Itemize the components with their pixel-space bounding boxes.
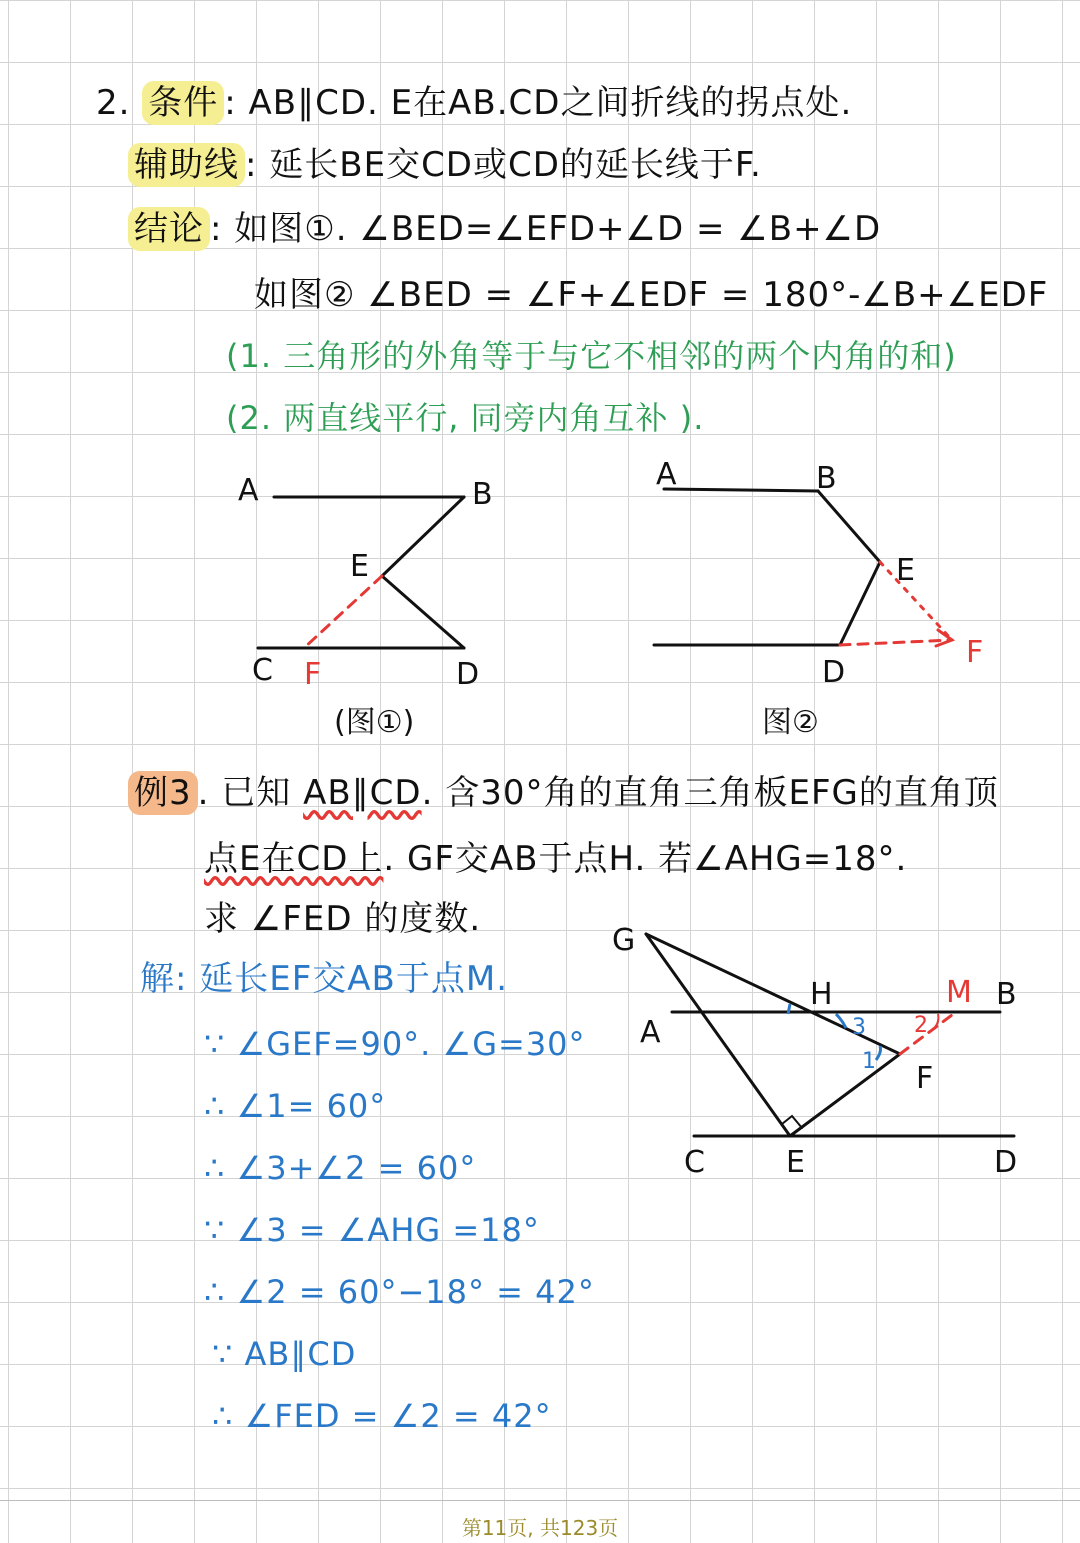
fig2-label-a: A bbox=[656, 457, 677, 492]
fig3-tick-h bbox=[788, 1004, 790, 1014]
fig3-line-fm-dashed bbox=[900, 1012, 956, 1054]
solution-step-4: ∵ ∠3 = ∠AHG =18° bbox=[204, 1211, 540, 1249]
fig3-label-a: A bbox=[640, 1015, 661, 1050]
fig1-label-e: E bbox=[350, 549, 369, 584]
solution-step-2: ∴ ∠1= 60° bbox=[204, 1087, 387, 1125]
example-line1-pre: . 已知 bbox=[197, 773, 304, 813]
example-line1-wavy: AB∥CD bbox=[303, 773, 422, 813]
fig3-label-b: B bbox=[996, 977, 1017, 1012]
conclusion-line1: : 如图①. ∠BED=∠EFD+∠D = ∠B+∠D bbox=[210, 209, 882, 249]
example-tag: 例3 bbox=[128, 771, 198, 815]
fig3-angle1-arc bbox=[876, 1046, 881, 1060]
section-number: 2. bbox=[96, 83, 131, 123]
fig3-label-g: G bbox=[612, 923, 636, 958]
conclusion-line2: 如图② ∠BED = ∠F+∠EDF = 180°-∠B+∠EDF bbox=[254, 275, 1049, 315]
fig3-label-c: C bbox=[684, 1145, 705, 1180]
fig2-label-b: B bbox=[816, 461, 837, 496]
fig3-label-m: M bbox=[946, 975, 972, 1010]
example-line3: 求 ∠FED 的度数. bbox=[204, 899, 482, 939]
fig3-label-h: H bbox=[810, 977, 833, 1012]
solution-step-6: ∵ AB∥CD bbox=[212, 1335, 357, 1373]
fig2-caption: 图② bbox=[762, 705, 819, 740]
note-1: (1. 三角形的外角等于与它不相邻的两个内角的和) bbox=[226, 337, 957, 375]
solution-step-5: ∴ ∠2 = 60°−18° = 42° bbox=[204, 1273, 595, 1311]
fig1-label-d: D bbox=[456, 657, 480, 692]
page-footer: 第11页, 共123页 bbox=[461, 1516, 619, 1540]
fig1-label-c: C bbox=[252, 653, 273, 688]
condition-text: : AB∥CD. E在AB.CD之间折线的拐点处. bbox=[224, 83, 853, 123]
fig1-caption: (图①) bbox=[334, 705, 415, 740]
fig2-label-e: E bbox=[896, 553, 915, 588]
fig3-angle-1: 1 bbox=[862, 1049, 876, 1074]
note-2: (2. 两直线平行, 同旁内角互补 ). bbox=[226, 399, 705, 437]
example-line1-post: . 含30°角的直角三角板EFG的直角顶 bbox=[421, 773, 999, 813]
example-line2-wavy: 点E在CD上 bbox=[204, 839, 384, 879]
condition-tag: 条件 bbox=[142, 81, 224, 125]
aux-tag: 辅助线 bbox=[128, 143, 245, 187]
fig3-angle-3: 3 bbox=[852, 1015, 866, 1040]
fig3-angle-2: 2 bbox=[914, 1013, 928, 1038]
fig3-right-angle-mark bbox=[782, 1116, 802, 1128]
solution-step-7: ∴ ∠FED = ∠2 = 42° bbox=[212, 1397, 552, 1435]
solution-step-3: ∴ ∠3+∠2 = 60° bbox=[204, 1149, 477, 1187]
solution-line0: 解: 延长EF交AB于点M. bbox=[140, 959, 509, 999]
fig3-label-d: D bbox=[994, 1145, 1018, 1180]
solution-step-1: ∵ ∠GEF=90°. ∠G=30° bbox=[204, 1025, 586, 1063]
fig1-label-a: A bbox=[238, 473, 259, 508]
fig1-label-b: B bbox=[472, 477, 493, 512]
fig3-label-f: F bbox=[916, 1061, 934, 1096]
fig2-label-f: F bbox=[966, 635, 984, 670]
fig3-line-ge bbox=[646, 934, 790, 1136]
fig3-label-e: E bbox=[786, 1145, 805, 1180]
example-line2-post: . GF交AB于点H. 若∠AHG=18°. bbox=[383, 839, 908, 879]
aux-text: : 延长BE交CD或CD的延长线于F. bbox=[245, 145, 762, 185]
fig2-label-d: D bbox=[822, 655, 846, 690]
fig3-line-ef bbox=[790, 1054, 900, 1136]
fig1-label-f: F bbox=[304, 657, 322, 692]
conclusion-tag: 结论 bbox=[128, 207, 210, 251]
